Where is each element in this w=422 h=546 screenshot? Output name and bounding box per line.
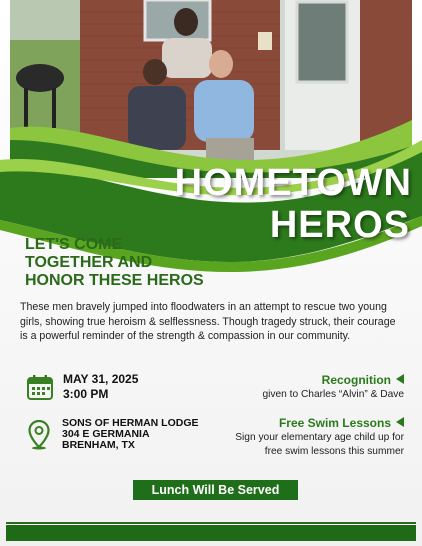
flyer-title — [175, 163, 412, 247]
footer-divider — [6, 522, 416, 524]
lunch-banner: Lunch Will Be Served — [133, 480, 298, 500]
location-pin-icon — [28, 420, 50, 450]
subtitle — [25, 236, 225, 290]
event-date: MAY 31, 2025 — [63, 372, 139, 386]
footer-bar — [6, 525, 416, 541]
calendar-icon — [27, 374, 53, 400]
swim-lessons-block — [235, 416, 404, 458]
swim-heading: Free Swim Lessons — [278, 416, 391, 430]
recognition-block — [262, 373, 404, 402]
subtitle-line-3: HONOR THESE HEROS — [25, 272, 204, 289]
triangle-left-icon — [396, 417, 404, 427]
title-line-1: HOMETOWN — [174, 162, 412, 204]
venue-city: BRENHAM, TX — [62, 439, 135, 451]
story-paragraph: These men bravely jumped into floodwaters in an attempt to rescue two young girls, showing true heroism & selflessness. Though tragedy struck, their courage is a powerful reminder of the strength & compassion in our community. — [20, 301, 396, 342]
venue-name: SONS OF HERMAN LODGE — [62, 417, 199, 429]
title-line-2: HEROS — [269, 204, 410, 246]
swim-line-1: Sign your elementary age child up for — [235, 432, 404, 443]
triangle-left-icon — [396, 374, 404, 384]
event-time: 3:00 PM — [63, 387, 109, 401]
swim-line-2: free swim lessons this summer — [264, 445, 404, 457]
venue-address: 304 E GERMANIA — [62, 428, 150, 440]
recognition-text: given to Charles “Alvin” & Dave — [262, 389, 404, 400]
subtitle-line-1: LET'S COME — [25, 236, 123, 253]
recognition-heading: Recognition — [321, 373, 391, 387]
subtitle-line-2: TOGETHER AND — [25, 254, 153, 271]
